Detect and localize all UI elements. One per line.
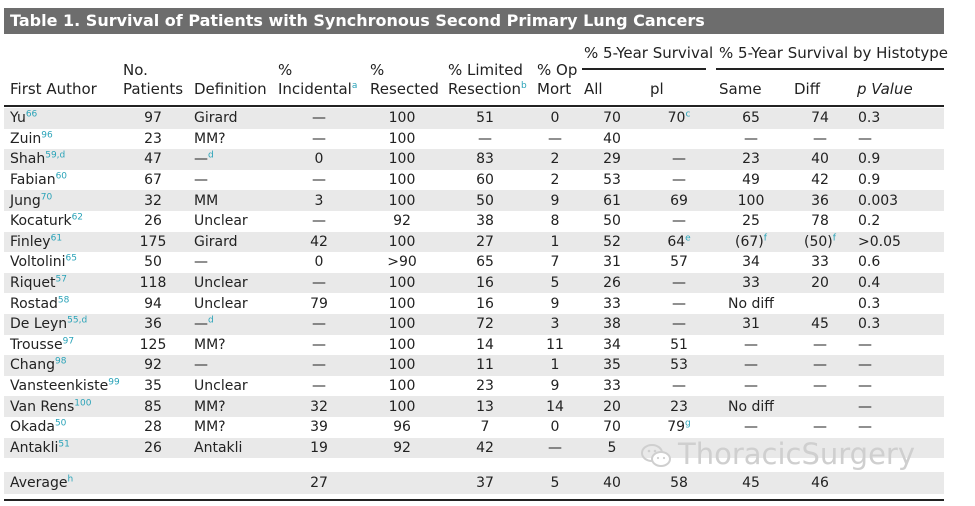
cell-resected: 100 bbox=[364, 335, 440, 356]
cell-opmort: 11 bbox=[530, 335, 580, 356]
cell-patients: 92 bbox=[118, 355, 188, 376]
table-row bbox=[4, 396, 944, 417]
cell-author: Rostad$^{58}$ bbox=[4, 293, 118, 314]
cell-p-value: — bbox=[852, 376, 944, 397]
cell-author: Chang$^{98}$ bbox=[4, 355, 118, 376]
cell-patients: 26 bbox=[118, 211, 188, 232]
cell-resected: 100 bbox=[364, 170, 440, 191]
cell-definition: Girard bbox=[188, 232, 274, 253]
cell-definition: Unclear bbox=[188, 211, 274, 232]
cell-empty bbox=[188, 472, 274, 494]
cell-pl: 23 bbox=[644, 396, 714, 417]
cell-resected: 100 bbox=[364, 355, 440, 376]
cell-p-value: 0.3 bbox=[852, 293, 944, 314]
cell-incidental: — bbox=[274, 335, 364, 356]
cell-p-value: >0.05 bbox=[852, 232, 944, 253]
cell-limited: 37 bbox=[440, 472, 530, 494]
cell-definition: —$^d$ bbox=[188, 314, 274, 335]
cell-incidental: — bbox=[274, 314, 364, 335]
cell-definition: — bbox=[188, 355, 274, 376]
cell-patients: 47 bbox=[118, 149, 188, 170]
cell-opmort: 3 bbox=[530, 314, 580, 335]
cell-pl: — bbox=[644, 273, 714, 294]
cell-incidental: 79 bbox=[274, 293, 364, 314]
cell-same: — bbox=[714, 129, 788, 150]
cell-limited: 11 bbox=[440, 355, 530, 376]
cell-incidental: — bbox=[274, 108, 364, 129]
cell-patients: 26 bbox=[118, 438, 188, 459]
cell-author: Jung$^{70}$ bbox=[4, 190, 118, 211]
cell-p-value: 0.2 bbox=[852, 211, 944, 232]
cell-opmort: 9 bbox=[530, 190, 580, 211]
cell-resected: 92 bbox=[364, 438, 440, 459]
cell-definition: MM? bbox=[188, 417, 274, 438]
table-row bbox=[4, 149, 944, 170]
cell-incidental: 0 bbox=[274, 149, 364, 170]
cell-opmort: 5 bbox=[530, 273, 580, 294]
cell-pl: — bbox=[644, 314, 714, 335]
cell-all: 33 bbox=[580, 293, 644, 314]
cell-definition: Unclear bbox=[188, 273, 274, 294]
cell-definition: Unclear bbox=[188, 376, 274, 397]
header-incidental-2: Incidental$^a$ bbox=[278, 80, 358, 98]
cell-pl: — bbox=[644, 211, 714, 232]
cell-resected: 100 bbox=[364, 232, 440, 253]
cell-same: — bbox=[714, 417, 788, 438]
cell-opmort: 9 bbox=[530, 293, 580, 314]
cell-all: 38 bbox=[580, 314, 644, 335]
cell-patients: 85 bbox=[118, 396, 188, 417]
cell-pl: 57 bbox=[644, 252, 714, 273]
cell-pl: 58 bbox=[644, 472, 714, 494]
group-5yr-rule bbox=[582, 68, 706, 70]
cell-all: 26 bbox=[580, 273, 644, 294]
cell-diff: 40 bbox=[788, 149, 852, 170]
header-group-5yr: % 5-Year Survival bbox=[584, 44, 714, 62]
cell-diff: — bbox=[788, 129, 852, 150]
cell-diff: $(50)^f$ bbox=[788, 232, 852, 253]
table-row bbox=[4, 355, 944, 376]
header-limited-1: % Limited bbox=[448, 61, 523, 79]
header-p-value: p Value bbox=[857, 80, 913, 98]
cell-p-value: 0.6 bbox=[852, 252, 944, 273]
table-row bbox=[4, 211, 944, 232]
cell-all: 33 bbox=[580, 376, 644, 397]
cell-patients: 125 bbox=[118, 335, 188, 356]
cell-pl: — bbox=[644, 376, 714, 397]
table-row bbox=[4, 190, 944, 211]
cell-patients: 36 bbox=[118, 314, 188, 335]
cell-p-value: — bbox=[852, 355, 944, 376]
cell-same: 65 bbox=[714, 108, 788, 129]
cell-patients: 32 bbox=[118, 190, 188, 211]
header-group-histotype: % 5-Year Survival by Histotype bbox=[719, 44, 948, 62]
cell-opmort: 1 bbox=[530, 355, 580, 376]
header-all: All bbox=[584, 80, 603, 98]
cell-author: Trousse$^{97}$ bbox=[4, 335, 118, 356]
cell-p-value: — bbox=[852, 396, 944, 417]
cell-empty bbox=[852, 472, 944, 494]
cell-author: Riquet$^{57}$ bbox=[4, 273, 118, 294]
cell-definition: MM? bbox=[188, 335, 274, 356]
cell-limited: 38 bbox=[440, 211, 530, 232]
cell-author: Okada$^{50}$ bbox=[4, 417, 118, 438]
cell-all: 31 bbox=[580, 252, 644, 273]
cell-diff: 46 bbox=[788, 472, 852, 494]
cell-patients: 94 bbox=[118, 293, 188, 314]
cell-patients: 23 bbox=[118, 129, 188, 150]
cell-author: Yu$^{66}$ bbox=[4, 108, 118, 129]
cell-pl bbox=[644, 129, 714, 150]
wechat-icon bbox=[640, 442, 672, 470]
table-row bbox=[4, 108, 944, 129]
cell-patients: 67 bbox=[118, 170, 188, 191]
cell-limited: 42 bbox=[440, 438, 530, 459]
cell-definition: MM? bbox=[188, 129, 274, 150]
table-row bbox=[4, 232, 944, 253]
cell-all: 70 bbox=[580, 417, 644, 438]
cell-average-label: Average$^h$ bbox=[4, 472, 118, 494]
header-resected-2: Resected bbox=[370, 80, 439, 98]
cell-author: Fabian$^{60}$ bbox=[4, 170, 118, 191]
cell-resected: 100 bbox=[364, 149, 440, 170]
cell-limited: — bbox=[440, 129, 530, 150]
cell-pl: 51 bbox=[644, 335, 714, 356]
cell-incidental: — bbox=[274, 129, 364, 150]
cell-incidental: — bbox=[274, 170, 364, 191]
cell-resected: 100 bbox=[364, 396, 440, 417]
table-row bbox=[4, 252, 944, 273]
cell-p-value: — bbox=[852, 335, 944, 356]
table-row bbox=[4, 293, 944, 314]
header-no-2: Patients bbox=[123, 80, 184, 98]
cell-incidental: 3 bbox=[274, 190, 364, 211]
cell-author: Vansteenkiste$^{99}$ bbox=[4, 376, 118, 397]
header-opmort-2: Mort bbox=[537, 80, 572, 98]
cell-pl: — bbox=[644, 170, 714, 191]
cell-same: — bbox=[714, 335, 788, 356]
cell-opmort: 2 bbox=[530, 149, 580, 170]
cell-pl: 79$^g$ bbox=[644, 417, 714, 438]
cell-patients: 50 bbox=[118, 252, 188, 273]
cell-opmort: 8 bbox=[530, 211, 580, 232]
watermark-text: ThoracicSurgery bbox=[678, 437, 916, 471]
table-row bbox=[4, 376, 944, 397]
cell-limited: 16 bbox=[440, 273, 530, 294]
cell-resected: >90 bbox=[364, 252, 440, 273]
cell-diff: 36 bbox=[788, 190, 852, 211]
cell-p-value: — bbox=[852, 129, 944, 150]
header-definition: Definition bbox=[194, 80, 267, 98]
cell-resected: 92 bbox=[364, 211, 440, 232]
table-row bbox=[4, 170, 944, 191]
cell-diff: 78 bbox=[788, 211, 852, 232]
cell-patients: 118 bbox=[118, 273, 188, 294]
cell-diff: 45 bbox=[788, 314, 852, 335]
table-row bbox=[4, 417, 944, 438]
cell-same: $(67)^f$ bbox=[714, 232, 788, 253]
cell-p-value: 0.003 bbox=[852, 190, 944, 211]
cell-empty bbox=[118, 472, 188, 494]
cell-all: 53 bbox=[580, 170, 644, 191]
cell-author: Voltolini$^{65}$ bbox=[4, 252, 118, 273]
cell-author: Zuin$^{96}$ bbox=[4, 129, 118, 150]
cell-diff: — bbox=[788, 355, 852, 376]
cell-incidental: 42 bbox=[274, 232, 364, 253]
cell-patients: 35 bbox=[118, 376, 188, 397]
cell-limited: 72 bbox=[440, 314, 530, 335]
cell-pl: 69 bbox=[644, 190, 714, 211]
header-diff: Diff bbox=[794, 80, 821, 98]
cell-limited: 50 bbox=[440, 190, 530, 211]
cell-opmort: 5 bbox=[530, 472, 580, 494]
cell-p-value: — bbox=[852, 417, 944, 438]
cell-definition: Unclear bbox=[188, 293, 274, 314]
cell-patients: 97 bbox=[118, 108, 188, 129]
cell-diff: 74 bbox=[788, 108, 852, 129]
cell-pl: 70$^c$ bbox=[644, 108, 714, 129]
cell-incidental: 19 bbox=[274, 438, 364, 459]
cell-resected: 100 bbox=[364, 376, 440, 397]
cell-author: Kocaturk$^{62}$ bbox=[4, 211, 118, 232]
header-same: Same bbox=[719, 80, 762, 98]
header-opmort-1: % Op bbox=[537, 61, 578, 79]
cell-all: 70 bbox=[580, 108, 644, 129]
cell-same: 49 bbox=[714, 170, 788, 191]
cell-opmort: 0 bbox=[530, 417, 580, 438]
cell-resected: 100 bbox=[364, 293, 440, 314]
header-resected-1: % bbox=[370, 61, 385, 79]
cell-opmort: 9 bbox=[530, 376, 580, 397]
table-row bbox=[4, 129, 944, 150]
cell-pl: 53 bbox=[644, 355, 714, 376]
cell-limited: 14 bbox=[440, 335, 530, 356]
cell-same: 31 bbox=[714, 314, 788, 335]
cell-opmort: 0 bbox=[530, 108, 580, 129]
cell-resected: 100 bbox=[364, 190, 440, 211]
cell-diff: — bbox=[788, 335, 852, 356]
cell-limited: 65 bbox=[440, 252, 530, 273]
cell-limited: 51 bbox=[440, 108, 530, 129]
cell-incidental: 27 bbox=[274, 472, 364, 494]
bottom-rule bbox=[4, 499, 944, 501]
cell-definition: MM? bbox=[188, 396, 274, 417]
cell-incidental: 0 bbox=[274, 252, 364, 273]
cell-same: — bbox=[714, 355, 788, 376]
table-row bbox=[4, 273, 944, 294]
cell-same: 45 bbox=[714, 472, 788, 494]
cell-definition: — bbox=[188, 170, 274, 191]
cell-limited: 7 bbox=[440, 417, 530, 438]
cell-all: 61 bbox=[580, 190, 644, 211]
cell-author: De Leyn$^{55,d}$ bbox=[4, 314, 118, 335]
header-no-1: No. bbox=[123, 61, 148, 79]
cell-definition: MM bbox=[188, 190, 274, 211]
cell-definition: —$^d$ bbox=[188, 149, 274, 170]
header-limited-2: Resection$^b$ bbox=[448, 80, 527, 98]
cell-same: 25 bbox=[714, 211, 788, 232]
cell-diff: — bbox=[788, 376, 852, 397]
header-rule bbox=[4, 105, 944, 107]
cell-resected: 100 bbox=[364, 314, 440, 335]
cell-author: Shah$^{59,d}$ bbox=[4, 149, 118, 170]
group-histotype-rule bbox=[716, 68, 944, 70]
cell-limited: 60 bbox=[440, 170, 530, 191]
cell-all: 5 bbox=[580, 438, 644, 459]
cell-opmort: 2 bbox=[530, 170, 580, 191]
cell-incidental: — bbox=[274, 211, 364, 232]
cell-diff: — bbox=[788, 417, 852, 438]
cell-resected: 100 bbox=[364, 273, 440, 294]
cell-limited: 83 bbox=[440, 149, 530, 170]
cell-opmort: — bbox=[530, 438, 580, 459]
cell-resected: 96 bbox=[364, 417, 440, 438]
header-pl: pl bbox=[650, 80, 664, 98]
cell-author: Van Rens$^{100}$ bbox=[4, 396, 118, 417]
cell-p-value: 0.9 bbox=[852, 170, 944, 191]
cell-pl: — bbox=[644, 149, 714, 170]
header-incidental-1: % bbox=[278, 61, 293, 79]
cell-incidental: — bbox=[274, 376, 364, 397]
cell-incidental: 39 bbox=[274, 417, 364, 438]
cell-definition: Antakli bbox=[188, 438, 274, 459]
cell-all: 34 bbox=[580, 335, 644, 356]
cell-p-value: 0.3 bbox=[852, 314, 944, 335]
cell-limited: 16 bbox=[440, 293, 530, 314]
cell-same: — bbox=[714, 376, 788, 397]
cell-opmort: 1 bbox=[530, 232, 580, 253]
cell-diff: 42 bbox=[788, 170, 852, 191]
cell-definition: Girard bbox=[188, 108, 274, 129]
cell-patients: 175 bbox=[118, 232, 188, 253]
cell-p-value: 0.4 bbox=[852, 273, 944, 294]
cell-resected: 100 bbox=[364, 129, 440, 150]
cell-diff bbox=[788, 396, 852, 417]
cell-same: 23 bbox=[714, 149, 788, 170]
table-title: Table 1. Survival of Patients with Synchronous Second Primary Lung Cancers bbox=[4, 8, 944, 34]
cell-p-value: 0.9 bbox=[852, 149, 944, 170]
cell-p-value: 0.3 bbox=[852, 108, 944, 129]
cell-limited: 27 bbox=[440, 232, 530, 253]
cell-same: 33 bbox=[714, 273, 788, 294]
cell-same: 100 bbox=[714, 190, 788, 211]
table-row bbox=[4, 335, 944, 356]
table-header bbox=[4, 40, 948, 106]
cell-patients: 28 bbox=[118, 417, 188, 438]
cell-pl: 64e bbox=[644, 232, 714, 253]
cell-opmort: — bbox=[530, 129, 580, 150]
cell-resected: 100 bbox=[364, 108, 440, 129]
header-first-author: First Author bbox=[10, 80, 97, 98]
cell-pl: — bbox=[644, 293, 714, 314]
cell-definition: — bbox=[188, 252, 274, 273]
cell-all: 29 bbox=[580, 149, 644, 170]
cell-diff: 20 bbox=[788, 273, 852, 294]
cell-incidental: 32 bbox=[274, 396, 364, 417]
average-row bbox=[4, 472, 944, 494]
cell-all: 20 bbox=[580, 396, 644, 417]
cell-opmort: 7 bbox=[530, 252, 580, 273]
cell-all: 50 bbox=[580, 211, 644, 232]
cell-same: No diff bbox=[714, 293, 788, 314]
cell-same: 34 bbox=[714, 252, 788, 273]
cell-diff bbox=[788, 293, 852, 314]
cell-diff: 33 bbox=[788, 252, 852, 273]
cell-all: 52 bbox=[580, 232, 644, 253]
table-row bbox=[4, 314, 944, 335]
cell-limited: 23 bbox=[440, 376, 530, 397]
cell-incidental: — bbox=[274, 273, 364, 294]
cell-all: 40 bbox=[580, 129, 644, 150]
cell-limited: 13 bbox=[440, 396, 530, 417]
cell-opmort: 14 bbox=[530, 396, 580, 417]
cell-author: Finley$^{61}$ bbox=[4, 232, 118, 253]
cell-same: No diff bbox=[714, 396, 788, 417]
cell-incidental: — bbox=[274, 355, 364, 376]
cell-all: 35 bbox=[580, 355, 644, 376]
cell-all: 40 bbox=[580, 472, 644, 494]
cell-author: Antakli$^{51}$ bbox=[4, 438, 118, 459]
cell-empty bbox=[364, 472, 440, 494]
